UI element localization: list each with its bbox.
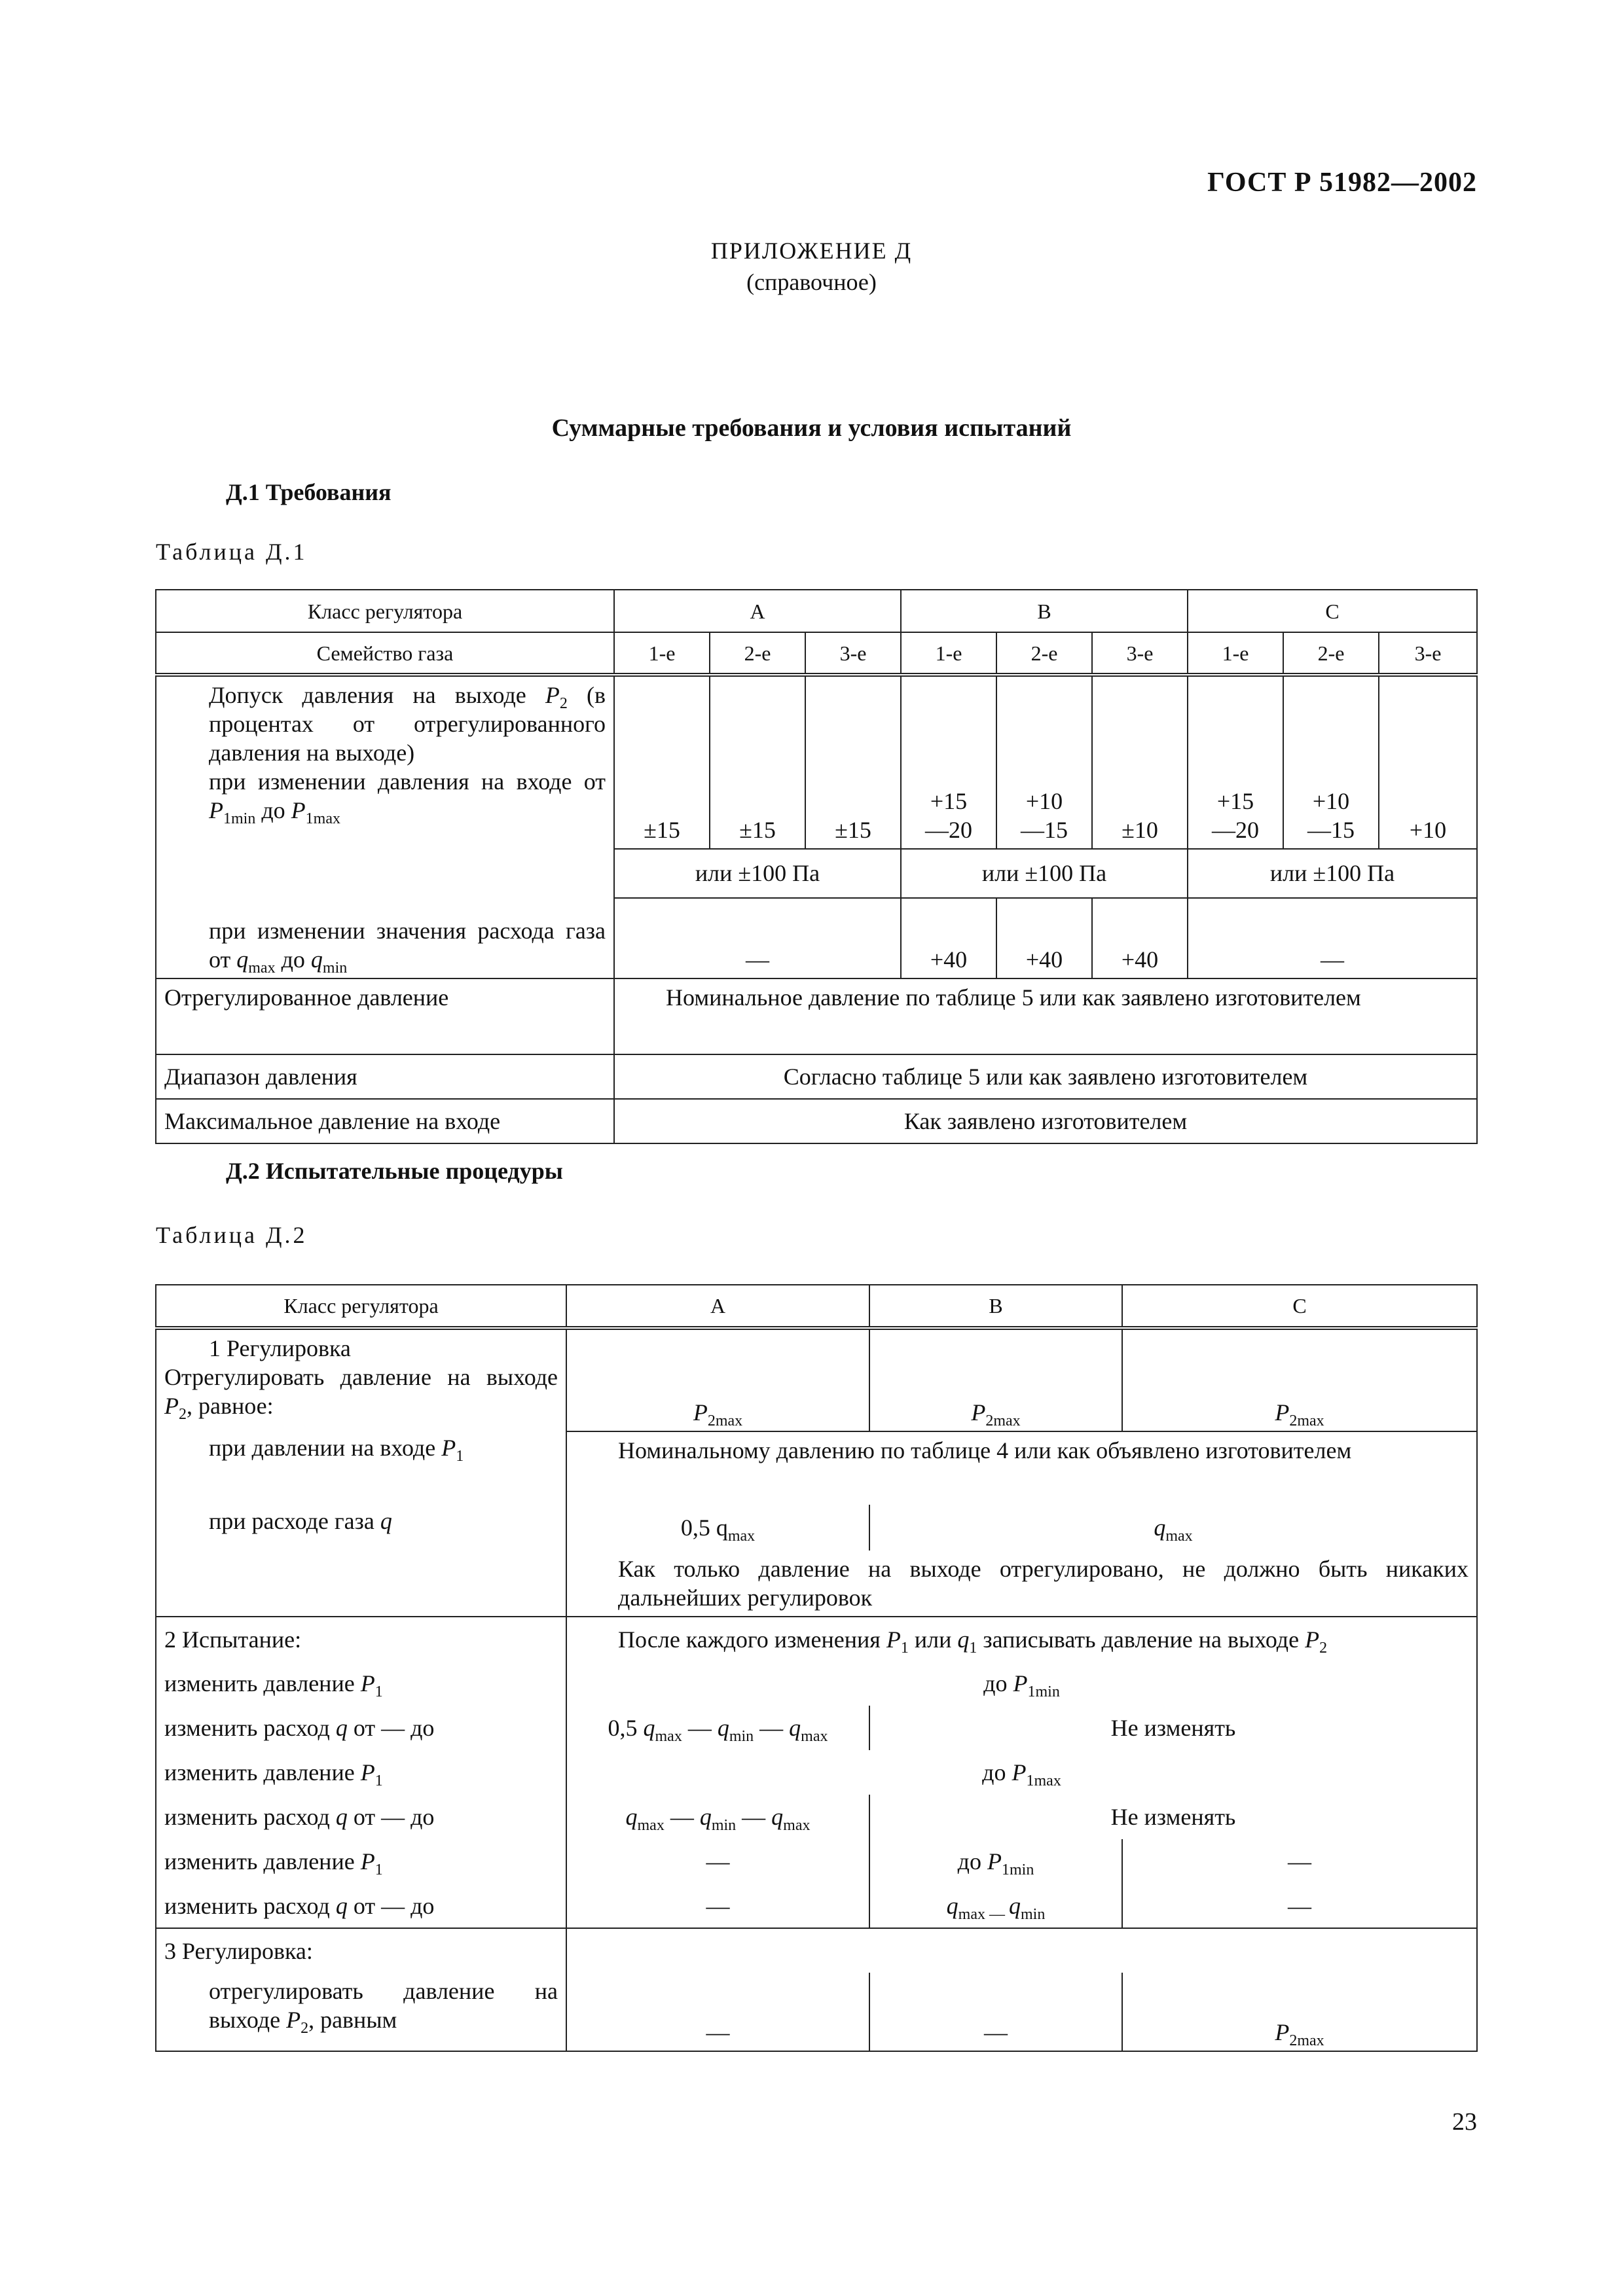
summary-title: Суммарные требования и условия испытаний <box>551 414 1072 442</box>
max-inlet-label: Максимальное давление на входе <box>156 1099 614 1143</box>
flow-value: +40 <box>901 898 996 978</box>
change-pressure-value: до $P_{1min}$ <box>566 1661 1477 1706</box>
tolerance-value: ±15 <box>805 675 901 849</box>
tolerance-value: ±10 <box>1092 675 1188 849</box>
header-cell: Класс регулятора <box>156 590 614 632</box>
tolerance-value: ±15 <box>614 675 710 849</box>
no-change-value: Не изменять <box>869 1706 1477 1750</box>
section-heading: Д.1 Требования <box>226 479 392 505</box>
or-pa-cell: или ±100 Па <box>901 849 1188 897</box>
adjustment-label: 1 Регулировка Отрегулировать давление на выходе $P_2$, равное: при давлении на входе $P_1$ при расходе газа q <box>156 1328 566 1617</box>
dash-cell: — <box>1122 1839 1477 1884</box>
tolerance-value: +10 —15 <box>1283 675 1379 849</box>
family-cell: 1-е <box>614 632 710 675</box>
header-cell: C <box>1122 1285 1477 1328</box>
header-cell: B <box>901 590 1188 632</box>
pressure-range-label: Диапазон давления <box>156 1054 614 1099</box>
family-cell: 1-е <box>901 632 996 675</box>
section-heading: Д.2 Испытательные процедуры <box>226 1158 563 1184</box>
family-cell: 1-е <box>1188 632 1283 675</box>
p2max-cell: $P_{2max}$ <box>1122 1328 1477 1431</box>
page-number: 23 <box>1452 2108 1477 2136</box>
change-flow-value-b: $q_{max —}$ $q_{min}$ <box>869 1884 1122 1928</box>
family-cell: 2-е <box>996 632 1092 675</box>
no-change-value: Не изменять <box>869 1795 1477 1839</box>
change-flow-label: изменить расход q от — до <box>156 1795 566 1839</box>
header-cell: A <box>614 590 901 632</box>
test-note: После каждого изменения $P_1$ или $q_1$ записывать давление на выходе $P_2$ <box>566 1617 1477 1661</box>
p2max-cell: $P_{2max}$ <box>869 1328 1122 1431</box>
p2max-cell: $P_{2max}$ <box>1122 1973 1477 2051</box>
change-pressure-label: изменить давление $P_1$ <box>156 1661 566 1706</box>
table-caption: Таблица Д.1 <box>156 539 308 565</box>
change-flow-label: изменить расход q от — до <box>156 1706 566 1750</box>
max-inlet-value: Как заявлено изготовителем <box>614 1099 1477 1143</box>
change-pressure-value-b: до $P_{1min}$ <box>869 1839 1122 1884</box>
empty-cell <box>566 1928 1477 1973</box>
or-pa-cell: или ±100 Па <box>614 849 901 897</box>
change-pressure-label: изменить давление $P_1$ <box>156 1750 566 1795</box>
flow-value: +40 <box>996 898 1092 978</box>
family-cell: 3-е <box>1092 632 1188 675</box>
adjustment-note: Как только давление на выходе отрегулировано, не должно быть никаких дальнейших регулировок <box>566 1551 1477 1617</box>
tolerance-value: +10 <box>1379 675 1477 849</box>
dash-cell: — <box>566 1973 869 2051</box>
family-cell: 2-е <box>710 632 805 675</box>
flow-value: +40 <box>1092 898 1188 978</box>
flow-value: — <box>1188 898 1477 978</box>
table-caption: Таблица Д.2 <box>156 1222 308 1248</box>
adjusted-pressure-label: Отрегулированное давление <box>156 978 614 1054</box>
header-cell: A <box>566 1285 869 1328</box>
dash-cell: — <box>869 1973 1122 2051</box>
pressure-range-value: Согласно таблице 5 или как заявлено изготовителем <box>614 1054 1477 1099</box>
tolerance-value: +15 —20 <box>901 675 996 849</box>
change-flow-label: изменить расход q от — до <box>156 1884 566 1928</box>
change-pressure-label: изменить давление $P_1$ <box>156 1839 566 1884</box>
requirements-table <box>155 589 1478 1144</box>
annex-title: ПРИЛОЖЕНИЕ Д <box>710 238 913 264</box>
p2max-cell: $P_{2max}$ <box>566 1328 869 1431</box>
annex-type: (справочное) <box>746 269 877 295</box>
or-pa-cell: или ±100 Па <box>1188 849 1477 897</box>
flow-value-bc: $q_{max}$ <box>869 1505 1477 1551</box>
header-cell: Семейство газа <box>156 632 614 675</box>
dash-cell: — <box>1122 1884 1477 1928</box>
flow-value: — <box>614 898 901 978</box>
adjustment3-label: отрегулировать давление на выходе $P_2$, равным <box>156 1973 566 2051</box>
family-cell: 3-е <box>1379 632 1477 675</box>
tolerance-label: Допуск давления на выходе $P_2$ (в процентах от отрегулированного давления на выходе) при изменении давления на входе от $P_{1min}$ до $P_{1max}$ при изменении значения расхода газа от $q_{max}$ до $q_{min}$ <box>156 675 614 978</box>
test-procedures-table <box>155 1284 1478 2052</box>
tolerance-value: +15 —20 <box>1188 675 1283 849</box>
header-cell: Класс регулятора <box>156 1285 566 1328</box>
change-flow-value-a: $q_{max}$ — $q_{min}$ — $q_{max}$ <box>566 1795 869 1839</box>
tolerance-value: ±15 <box>710 675 805 849</box>
dash-cell: — <box>566 1839 869 1884</box>
family-cell: 3-е <box>805 632 901 675</box>
adjustment3-title: 3 Регулировка: <box>156 1928 566 1973</box>
standard-code: ГОСТ Р 51982—2002 <box>1207 168 1477 198</box>
inlet-pressure-value: Номинальному давлению по таблице 4 или как объявлено изготовителем <box>566 1431 1477 1505</box>
dash-cell: — <box>566 1884 869 1928</box>
header-cell: B <box>869 1285 1122 1328</box>
family-cell: 2-е <box>1283 632 1379 675</box>
flow-value-a: 0,5 $q_{max}$ <box>566 1505 869 1551</box>
header-cell: C <box>1188 590 1477 632</box>
tolerance-value: +10 —15 <box>996 675 1092 849</box>
change-flow-value-a: 0,5 $q_{max}$ — $q_{min}$ — $q_{max}$ <box>566 1706 869 1750</box>
change-pressure-value: до $P_{1max}$ <box>566 1750 1477 1795</box>
test-title: 2 Испытание: <box>156 1617 566 1661</box>
adjusted-pressure-value: Номинальное давление по таблице 5 или как заявлено изготовителем <box>614 978 1477 1054</box>
